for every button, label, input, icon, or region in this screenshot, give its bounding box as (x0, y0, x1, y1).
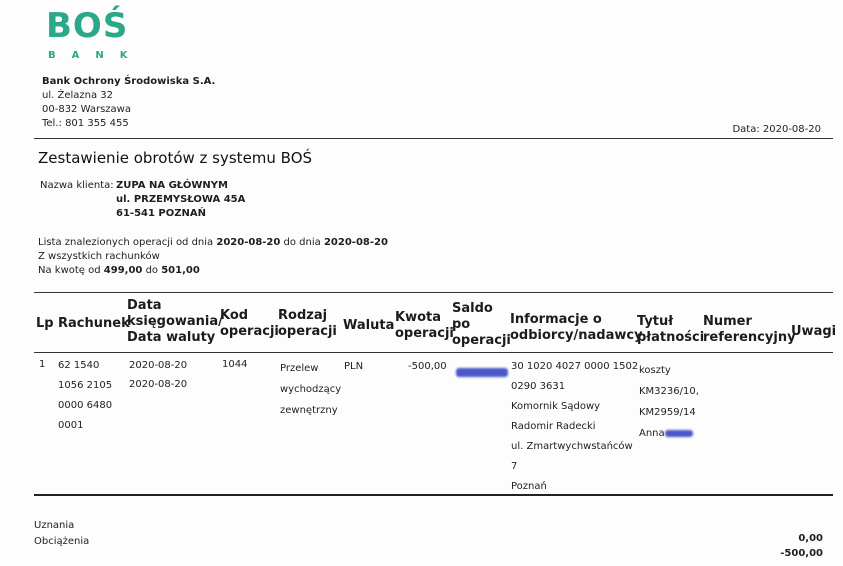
uznania-value: 0,00 (798, 533, 823, 544)
row-rodzaj (280, 358, 341, 421)
rachunek-line2: 1056 2105 (58, 380, 113, 391)
range-prefix: Lista znalezionych operacji od dnia (38, 237, 214, 248)
statement-date: Data: 2020-08-20 (732, 124, 821, 135)
rodzaj-line2: wychodzący (280, 384, 342, 395)
header-rodzaj-line1: Rodzaj (278, 308, 328, 323)
uznania-label: Uznania (34, 520, 75, 531)
header-informacje-line1: Informacje o (510, 312, 602, 327)
tytul-line2: KM3236/10, (639, 386, 699, 397)
data-ksiegowania: 2020-08-20 (129, 360, 188, 371)
date-from: 2020-08-20 (216, 237, 281, 248)
header-rachunek: Rachunek (58, 316, 130, 331)
redaction-mark (456, 368, 508, 377)
row-saldo-redacted (456, 362, 508, 381)
logo-sub: BANK (48, 50, 144, 61)
filter-amount (38, 264, 200, 278)
table-bottom-rule (34, 494, 833, 496)
amount-to: 501,00 (161, 265, 200, 276)
row-lp: 1 (39, 359, 46, 370)
header-numer (703, 314, 796, 346)
data-waluty: 2020-08-20 (129, 379, 188, 390)
page-title: Zestawienie obrotów z systemu BOŚ (38, 149, 313, 167)
header-numer-line1: Numer (703, 314, 752, 329)
info-street: ul. Zmartwychwstańców (511, 441, 633, 452)
range-mid: do dnia (283, 237, 321, 248)
row-waluta: PLN (344, 361, 364, 372)
rodzaj-line3: zewnętrzny (280, 405, 338, 416)
row-kod: 1044 (222, 359, 248, 370)
header-rodzaj (278, 308, 337, 340)
amount-from: 499,00 (103, 265, 143, 276)
table-top-rule (34, 292, 833, 293)
header-kwota (395, 310, 454, 342)
header-bottom-rule (34, 352, 833, 353)
header-kwota-line2: operacji (395, 326, 454, 341)
header-lp: Lp (36, 316, 54, 331)
info-name1: Komornik Sądowy (511, 401, 601, 412)
filter-accounts: Z wszystkich rachunków (38, 251, 160, 262)
row-daty (129, 356, 187, 394)
info-account-cont: 0290 3631 (511, 381, 566, 392)
header-saldo (452, 301, 511, 349)
bank-street: ul. Żelazna 32 (42, 90, 114, 101)
info-city: Poznań (511, 481, 547, 492)
rachunek-line4: 0001 (58, 420, 84, 431)
obciazenia-value: -500,00 (780, 548, 823, 559)
amount-mid: do (145, 265, 159, 276)
header-tytul (637, 314, 704, 346)
header-informacje (510, 312, 643, 344)
redaction-mark-name (665, 430, 693, 437)
header-kod-line2: operacji (220, 324, 279, 339)
header-informacje-line2: odbiorcy/nadawcy (510, 328, 643, 343)
bank-city: 00-832 Warszawa (42, 104, 131, 115)
rodzaj-line1: Przelew (280, 363, 319, 374)
info-name2: Radomir Radecki (511, 421, 596, 432)
rachunek-line1: 62 1540 (58, 360, 100, 371)
header-divider (34, 138, 833, 139)
header-kwota-line1: Kwota (395, 310, 442, 325)
header-saldo-line1: Saldo (452, 301, 493, 316)
client-name: ZUPA NA GŁÓWNYM (116, 180, 228, 191)
header-waluta: Waluta (343, 318, 395, 333)
header-saldo-line3: operacji (452, 333, 511, 348)
info-account: 30 1020 4027 0000 1502 (511, 361, 639, 372)
header-data-line2: księgowania/ (127, 314, 223, 329)
filter-range (38, 236, 388, 250)
client-label: Nazwa klienta: (40, 180, 114, 191)
client-city: 61-541 POZNAŃ (116, 208, 206, 219)
header-kod (220, 308, 279, 340)
tytul-name: Anna (639, 428, 665, 439)
header-tytul-line2: płatności (637, 330, 705, 345)
row-tytul (639, 360, 699, 444)
logo-brand: BOŚ (46, 6, 129, 46)
tytul-line1: koszty (639, 365, 671, 376)
header-data-line3: Data waluty (127, 330, 216, 345)
rachunek-line3: 0000 6480 (58, 400, 113, 411)
header-rodzaj-line2: operacji (278, 324, 337, 339)
header-uwagi: Uwagi (791, 324, 837, 339)
obciazenia-label: Obciążenia (34, 536, 90, 547)
header-numer-line2: referencyjny (703, 330, 796, 345)
header-saldo-line2: po (452, 317, 471, 332)
bos-logo (46, 6, 128, 46)
date-to: 2020-08-20 (323, 237, 388, 248)
client-street: ul. PRZEMYSŁOWA 45A (116, 194, 246, 205)
row-rachunek (58, 356, 112, 436)
amount-prefix: Na kwotę od (38, 265, 101, 276)
header-tytul-line1: Tytuł (637, 314, 674, 329)
info-number: 7 (511, 461, 518, 472)
tytul-line4 (639, 423, 699, 444)
header-data-line1: Data (127, 298, 162, 313)
row-informacje (511, 357, 638, 497)
header-kod-line1: Kod (220, 308, 249, 323)
bank-phone: Tel.: 801 355 455 (42, 118, 129, 129)
row-kwota: -500,00 (408, 361, 447, 372)
header-data (127, 298, 223, 346)
bank-name: Bank Ochrony Środowiska S.A. (42, 76, 216, 87)
tytul-line3: KM2959/14 (639, 407, 696, 418)
